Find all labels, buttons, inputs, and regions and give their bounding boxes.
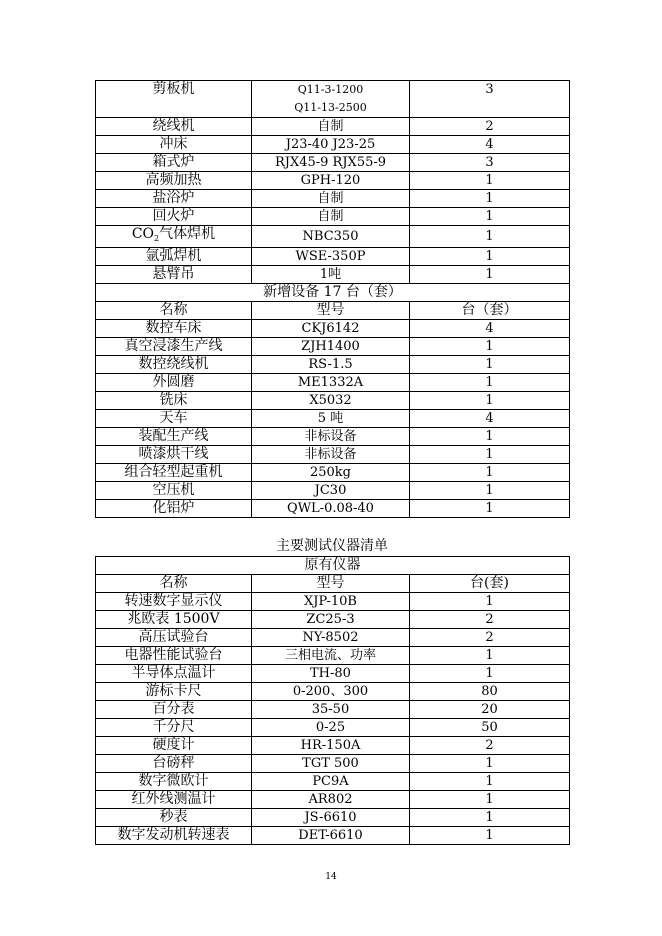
co2-suffix: 气体焊机 xyxy=(159,226,216,242)
equipment-name: 电器性能试验台 xyxy=(96,647,252,665)
equipment-qty: 4 xyxy=(410,410,570,428)
equipment-qty: 1 xyxy=(410,593,570,611)
equipment-name: 数控绕线机 xyxy=(96,356,252,374)
equipment-model xyxy=(252,81,410,118)
table-row xyxy=(96,755,570,773)
equipment-model: ZJH1400 xyxy=(252,338,410,356)
table-row xyxy=(96,773,570,791)
equipment-qty: 1 xyxy=(410,266,570,284)
equipment-model: 0-25 xyxy=(252,719,410,737)
header-row xyxy=(96,302,570,320)
equipment-name: 高压试验台 xyxy=(96,629,252,647)
equipment-qty: 1 xyxy=(410,172,570,190)
equipment-name: 台磅秤 xyxy=(96,755,252,773)
equipment-model: DET-6610 xyxy=(252,827,410,845)
table-row xyxy=(96,356,570,374)
equipment-qty: 1 xyxy=(410,500,570,518)
equipment-model: WSE-350P xyxy=(252,248,410,266)
equipment-qty: 1 xyxy=(410,755,570,773)
equipment-name: 天车 xyxy=(96,410,252,428)
model-line: Q11-3-1200 xyxy=(297,83,364,96)
table-row xyxy=(96,683,570,701)
equipment-name: 化铝炉 xyxy=(96,500,252,518)
equipment-qty: 4 xyxy=(410,320,570,338)
equipment-name: 数字发动机转速表 xyxy=(96,827,252,845)
equipment-qty: 1 xyxy=(410,338,570,356)
equipment-model: 自制 xyxy=(252,208,410,226)
equipment-qty: 1 xyxy=(410,428,570,446)
equipment-qty: 2 xyxy=(410,611,570,629)
equipment-qty: 2 xyxy=(410,118,570,136)
equipment-name: 游标卡尺 xyxy=(96,683,252,701)
equipment-qty: 2 xyxy=(410,737,570,755)
equipment-model: TGT 500 xyxy=(252,755,410,773)
co2-subscript: 2 xyxy=(154,234,160,243)
equipment-qty: 1 xyxy=(410,392,570,410)
header-qty: 台(套) xyxy=(410,575,570,593)
table-row xyxy=(96,611,570,629)
equipment-model: 三相电流、功率 xyxy=(252,647,410,665)
table-row xyxy=(96,81,570,118)
equipment-qty: 20 xyxy=(410,701,570,719)
equipment-model: 自制 xyxy=(252,118,410,136)
equipment-model: HR-150A xyxy=(252,737,410,755)
equipment-model: 非标设备 xyxy=(252,428,410,446)
equipment-model: JC30 xyxy=(252,482,410,500)
equipment-model: XJP-10B xyxy=(252,593,410,611)
equipment-model: GPH-120 xyxy=(252,172,410,190)
equipment-model: J23-40 J23-25 xyxy=(252,136,410,154)
header-qty: 台（套） xyxy=(410,302,570,320)
table-row xyxy=(96,266,570,284)
model-line: Q11-13-2500 xyxy=(294,101,367,114)
equipment-qty: 1 xyxy=(410,374,570,392)
header-row xyxy=(96,575,570,593)
table-row xyxy=(96,410,570,428)
header-name: 名称 xyxy=(96,302,252,320)
co2-text: CO xyxy=(131,226,155,242)
equipment-qty: 3 xyxy=(410,154,570,172)
instrument-list-title: 主要测试仪器清单 xyxy=(276,538,388,554)
equipment-table-body xyxy=(96,81,570,518)
equipment-name: 兆欧表 1500V xyxy=(96,611,252,629)
table-row xyxy=(96,446,570,464)
table-row xyxy=(96,226,570,248)
equipment-name: 空压机 xyxy=(96,482,252,500)
equipment-name: 回火炉 xyxy=(96,208,252,226)
equipment-model: 35-50 xyxy=(252,701,410,719)
equipment-name: 组合轻型起重机 xyxy=(96,464,252,482)
equipment-model: 自制 xyxy=(252,190,410,208)
equipment-qty: 1 xyxy=(410,773,570,791)
equipment-name: 氩弧焊机 xyxy=(96,248,252,266)
equipment-model: TH-80 xyxy=(252,665,410,683)
equipment-qty: 2 xyxy=(410,629,570,647)
equipment-qty: 1 xyxy=(410,190,570,208)
equipment-model: RS-1.5 xyxy=(252,356,410,374)
table-row xyxy=(96,136,570,154)
table-row xyxy=(96,719,570,737)
equipment-model: JS-6610 xyxy=(252,809,410,827)
equipment-qty: 1 xyxy=(410,809,570,827)
equipment-model: NY-8502 xyxy=(252,629,410,647)
equipment-table xyxy=(95,80,570,518)
equipment-name: 秒表 xyxy=(96,809,252,827)
header-model: 型号 xyxy=(252,575,410,593)
equipment-model: X5032 xyxy=(252,392,410,410)
table-row xyxy=(96,482,570,500)
equipment-name: 真空浸漆生产线 xyxy=(96,338,252,356)
page-number: 14 xyxy=(325,872,337,882)
equipment-model: RJX45-9 RJX55-9 xyxy=(252,154,410,172)
equipment-name: 绕线机 xyxy=(96,118,252,136)
equipment-model: 0-200、300 xyxy=(252,683,410,701)
equipment-qty: 1 xyxy=(410,356,570,374)
equipment-name: 数控车床 xyxy=(96,320,252,338)
equipment-qty: 4 xyxy=(410,136,570,154)
table-row xyxy=(96,320,570,338)
equipment-model: QWL-0.08-40 xyxy=(252,500,410,518)
equipment-qty: 3 xyxy=(410,81,570,118)
equipment-qty: 1 xyxy=(410,208,570,226)
equipment-name: 数字微欧计 xyxy=(96,773,252,791)
section-title: 原有仪器 xyxy=(96,557,570,575)
table-row xyxy=(96,827,570,845)
equipment-qty: 80 xyxy=(410,683,570,701)
equipment-name: 喷漆烘干线 xyxy=(96,446,252,464)
table-row xyxy=(96,392,570,410)
table-row xyxy=(96,154,570,172)
equipment-qty: 1 xyxy=(410,665,570,683)
table-row xyxy=(96,737,570,755)
equipment-model: ZC25-3 xyxy=(252,611,410,629)
equipment-qty: 50 xyxy=(410,719,570,737)
equipment-name: 盐浴炉 xyxy=(96,190,252,208)
table-row xyxy=(96,208,570,226)
table-row xyxy=(96,629,570,647)
equipment-name: 千分尺 xyxy=(96,719,252,737)
equipment-name: 铣床 xyxy=(96,392,252,410)
header-name: 名称 xyxy=(96,575,252,593)
equipment-qty: 1 xyxy=(410,446,570,464)
equipment-qty: 1 xyxy=(410,827,570,845)
equipment-qty: 1 xyxy=(410,464,570,482)
equipment-name: 装配生产线 xyxy=(96,428,252,446)
table-row xyxy=(96,374,570,392)
equipment-name: 外圆磨 xyxy=(96,374,252,392)
equipment-name: 转速数字显示仪 xyxy=(96,593,252,611)
equipment-name: 悬臂吊 xyxy=(96,266,252,284)
equipment-model: 250kg xyxy=(252,464,410,482)
equipment-model: 非标设备 xyxy=(252,446,410,464)
equipment-name: 箱式炉 xyxy=(96,154,252,172)
equipment-name: 剪板机 xyxy=(96,81,252,118)
section-title-row xyxy=(96,557,570,575)
equipment-name: 红外线测温计 xyxy=(96,791,252,809)
equipment-name: 高频加热 xyxy=(96,172,252,190)
table-row xyxy=(96,338,570,356)
equipment-name: 硬度计 xyxy=(96,737,252,755)
table-row xyxy=(96,500,570,518)
table-row xyxy=(96,809,570,827)
section-title-row xyxy=(96,284,570,302)
header-model: 型号 xyxy=(252,302,410,320)
equipment-name: 百分表 xyxy=(96,701,252,719)
equipment-qty: 1 xyxy=(410,647,570,665)
equipment-model: 1吨 xyxy=(252,266,410,284)
equipment-model: NBC350 xyxy=(252,226,410,248)
table-row xyxy=(96,428,570,446)
equipment-model: PC9A xyxy=(252,773,410,791)
instrument-table-body xyxy=(96,557,570,845)
table-row xyxy=(96,701,570,719)
table-row xyxy=(96,118,570,136)
equipment-model: ME1332A xyxy=(252,374,410,392)
table-row xyxy=(96,593,570,611)
equipment-model: CKJ6142 xyxy=(252,320,410,338)
equipment-name: 冲床 xyxy=(96,136,252,154)
equipment-model: AR802 xyxy=(252,791,410,809)
table-row xyxy=(96,647,570,665)
equipment-name xyxy=(96,226,252,248)
section-title: 新增设备 17 台（套） xyxy=(96,284,570,302)
instrument-table xyxy=(95,556,570,845)
table-row xyxy=(96,791,570,809)
table-row xyxy=(96,464,570,482)
table-row xyxy=(96,190,570,208)
equipment-qty: 1 xyxy=(410,482,570,500)
equipment-qty: 1 xyxy=(410,791,570,809)
table-row xyxy=(96,248,570,266)
table-row xyxy=(96,665,570,683)
equipment-qty: 1 xyxy=(410,226,570,248)
equipment-name: 半导体点温计 xyxy=(96,665,252,683)
equipment-model: 5 吨 xyxy=(252,410,410,428)
table-row xyxy=(96,172,570,190)
equipment-qty: 1 xyxy=(410,248,570,266)
